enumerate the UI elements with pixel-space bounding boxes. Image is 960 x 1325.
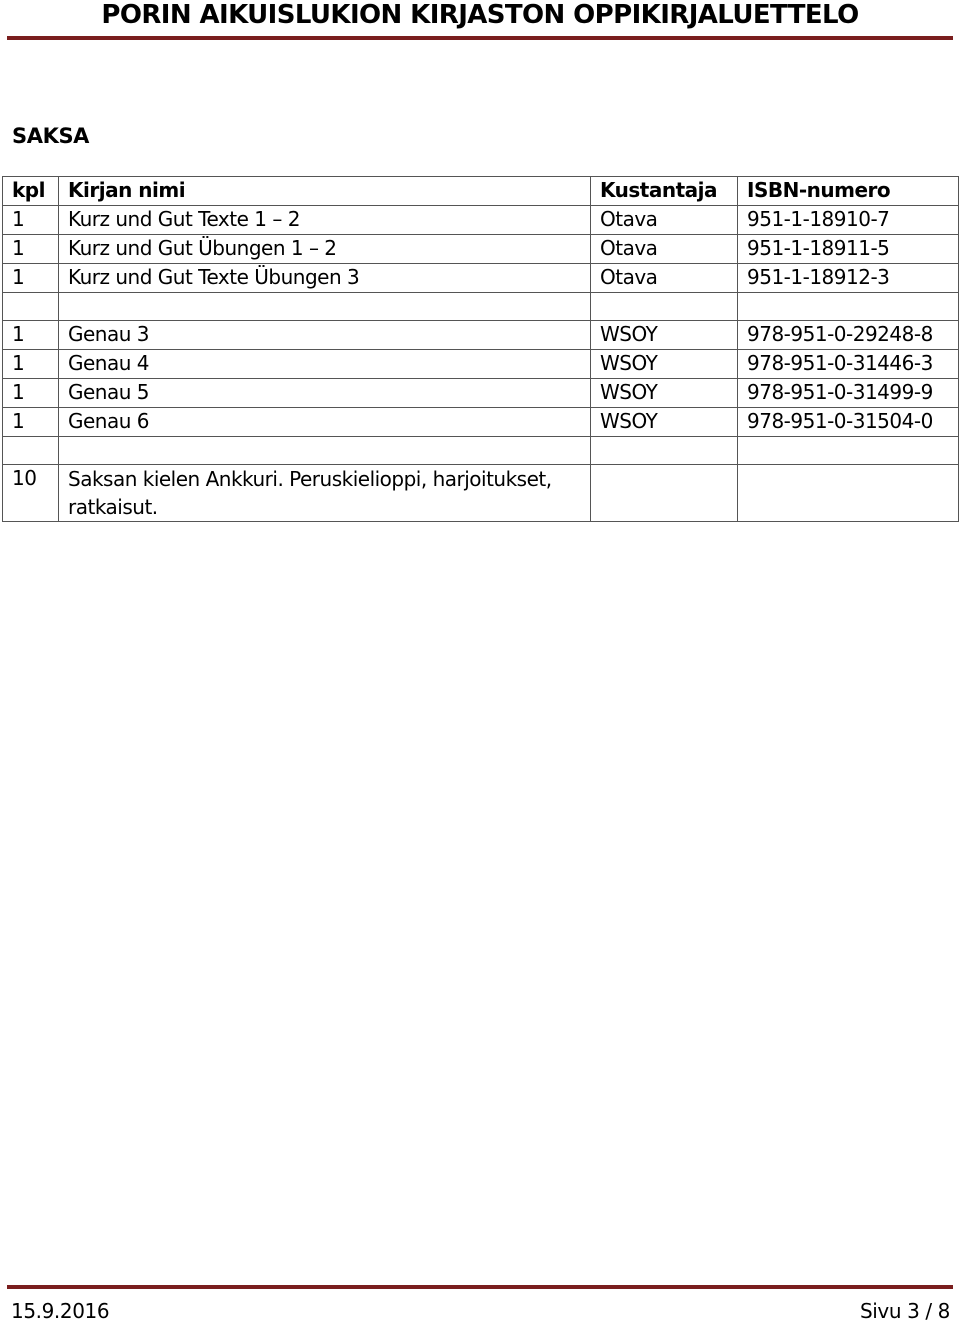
cell-publisher: Otava	[591, 264, 738, 293]
footer-page-number: Sivu 3 / 8	[859, 1299, 950, 1323]
cell-publisher: WSOY	[591, 350, 738, 379]
cell-title: Genau 6	[59, 408, 591, 437]
table-row-empty	[3, 293, 959, 321]
cell-isbn	[738, 293, 959, 321]
table-row	[3, 321, 959, 350]
cell-publisher: Otava	[591, 235, 738, 264]
cell-title	[59, 293, 591, 321]
table-row	[3, 408, 959, 437]
table-row	[3, 350, 959, 379]
cell-publisher	[591, 437, 738, 465]
cell-publisher	[591, 293, 738, 321]
page-title: PORIN AIKUISLUKION KIRJASTON OPPIKIRJALUETTELO	[101, 0, 859, 30]
book-table	[2, 176, 959, 522]
cell-title: Genau 5	[59, 379, 591, 408]
cell-kpl: 1	[3, 350, 59, 379]
cell-title: Genau 3	[59, 321, 591, 350]
table-header-row	[3, 177, 959, 206]
column-header-publisher: Kustantaja	[591, 177, 738, 206]
table-row	[3, 235, 959, 264]
cell-isbn: 951-1-18912-3	[738, 264, 959, 293]
column-header-kpl: kpl	[3, 177, 59, 206]
table-row	[3, 206, 959, 235]
cell-title: Kurz und Gut Übungen 1 – 2	[59, 235, 591, 264]
cell-title: Genau 4	[59, 350, 591, 379]
title-divider	[7, 36, 953, 40]
cell-kpl: 1	[3, 408, 59, 437]
cell-isbn: 978-951-0-31504-0	[738, 408, 959, 437]
cell-kpl: 1	[3, 206, 59, 235]
footer-date: 15.9.2016	[11, 1299, 110, 1323]
cell-isbn: 951-1-18910-7	[738, 206, 959, 235]
cell-kpl: 1	[3, 235, 59, 264]
cell-isbn	[738, 437, 959, 465]
table-row	[3, 465, 959, 522]
cell-publisher: WSOY	[591, 379, 738, 408]
cell-title: Saksan kielen Ankkuri. Peruskielioppi, harjoitukset, ratkaisut.	[59, 465, 591, 522]
table-row	[3, 264, 959, 293]
column-header-isbn: ISBN-numero	[738, 177, 959, 206]
cell-isbn: 978-951-0-31499-9	[738, 379, 959, 408]
cell-publisher: WSOY	[591, 321, 738, 350]
cell-kpl: 1	[3, 264, 59, 293]
cell-kpl: 10	[3, 465, 59, 522]
cell-isbn	[738, 465, 959, 522]
cell-kpl: 1	[3, 321, 59, 350]
cell-publisher: Otava	[591, 206, 738, 235]
cell-isbn: 978-951-0-31446-3	[738, 350, 959, 379]
cell-title: Kurz und Gut Texte 1 – 2	[59, 206, 591, 235]
cell-isbn: 978-951-0-29248-8	[738, 321, 959, 350]
section-heading: SAKSA	[12, 124, 90, 148]
cell-title: Kurz und Gut Texte Übungen 3	[59, 264, 591, 293]
cell-publisher	[591, 465, 738, 522]
cell-kpl	[3, 293, 59, 321]
table-row-empty	[3, 437, 959, 465]
cell-isbn: 951-1-18911-5	[738, 235, 959, 264]
cell-title	[59, 437, 591, 465]
cell-publisher: WSOY	[591, 408, 738, 437]
column-header-title: Kirjan nimi	[59, 177, 591, 206]
table-row	[3, 379, 959, 408]
cell-kpl: 1	[3, 379, 59, 408]
footer-divider	[7, 1285, 953, 1289]
cell-kpl	[3, 437, 59, 465]
